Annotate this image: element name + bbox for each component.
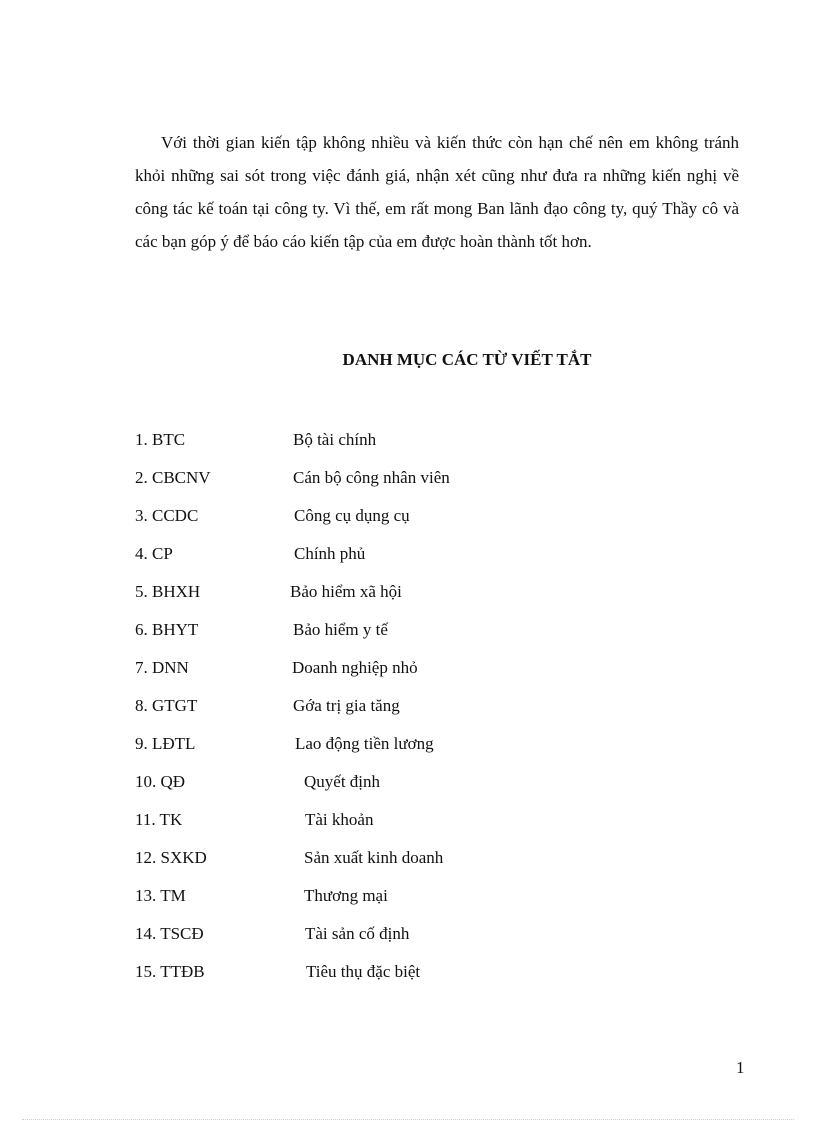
abbreviation-code: 13. TM	[135, 886, 186, 905]
abbreviation-meaning: Doanh nghiệp nhỏ	[292, 658, 418, 677]
abbreviation-code: 12. SXKD	[135, 848, 207, 867]
abbreviations-title: DANH MỤC CÁC TỪ VIẾT TẮT	[342, 350, 592, 369]
abbreviation-row	[135, 428, 735, 466]
abbreviation-row	[135, 846, 735, 884]
abbreviation-code: 6. BHYT	[135, 620, 199, 639]
abbreviation-code: 11. TK	[135, 810, 183, 829]
abbreviation-meaning: Cán bộ công nhân viên	[293, 468, 450, 487]
abbreviation-meaning: Bảo hiểm xã hội	[290, 582, 402, 601]
abbreviation-code: 8. GTGT	[135, 696, 198, 715]
abbreviation-code: 9. LĐTL	[135, 734, 196, 753]
abbreviation-meaning: Công cụ dụng cụ	[294, 506, 410, 525]
abbreviation-row	[135, 960, 735, 998]
abbreviation-row	[135, 466, 735, 504]
abbreviation-row	[135, 922, 735, 960]
abbreviation-code: 7. DNN	[135, 658, 189, 677]
abbreviation-code: 10. QĐ	[135, 772, 186, 791]
page-number: 1	[736, 1058, 745, 1077]
abbreviation-meaning: Thương mại	[304, 886, 388, 905]
abbreviation-row	[135, 694, 735, 732]
abbreviation-meaning: Lao động tiền lương	[295, 734, 434, 753]
abbreviation-row	[135, 732, 735, 770]
abbreviation-row	[135, 656, 735, 694]
abbreviation-code: 14. TSCĐ	[135, 924, 204, 943]
abbreviation-meaning: Tài sản cố định	[305, 924, 410, 943]
abbreviation-meaning: Sản xuất kinh doanh	[304, 848, 444, 867]
abbreviation-meaning: Gớa trị gia tăng	[293, 696, 400, 715]
abbreviation-meaning: Chính phủ	[294, 544, 366, 563]
abbreviation-row	[135, 618, 735, 656]
abbreviation-code: 15. TTĐB	[135, 962, 205, 981]
abbreviation-code: 5. BHXH	[135, 582, 201, 601]
abbreviation-row	[135, 808, 735, 846]
abbreviation-meaning: Quyết định	[304, 772, 381, 791]
abbreviation-code: 2. CBCNV	[135, 468, 211, 487]
abbreviation-meaning: Bảo hiểm y tế	[293, 620, 388, 639]
abbreviation-code: 1. BTC	[135, 430, 186, 449]
abbreviation-meaning: Bộ tài chính	[293, 430, 377, 449]
abbreviation-row	[135, 542, 735, 580]
abbreviation-row	[135, 884, 735, 922]
abbreviation-row	[135, 770, 735, 808]
intro-paragraph: Với thời gian kiến tập không nhiều và kiến thức còn hạn chế nên em không tránh khỏi những sai sót trong việc đánh giá, nhận xét cũng như đưa ra những kiến nghị về công tác kế toán tại công ty. Vì thế, em rất mong Ban lãnh đạo công ty, quý Thầy cô và các bạn góp ý để báo cáo kiến tập của em được hoàn thành tốt hơn.	[135, 133, 739, 251]
abbreviation-row	[135, 504, 735, 542]
abbreviation-code: 3. CCDC	[135, 506, 199, 525]
abbreviation-list	[135, 428, 735, 998]
footer-divider	[22, 1119, 794, 1120]
abbreviation-meaning: Tài khoản	[305, 810, 374, 829]
abbreviation-code: 4. CP	[135, 544, 173, 563]
abbreviation-row	[135, 580, 735, 618]
abbreviation-meaning: Tiêu thụ đặc biệt	[306, 962, 421, 981]
